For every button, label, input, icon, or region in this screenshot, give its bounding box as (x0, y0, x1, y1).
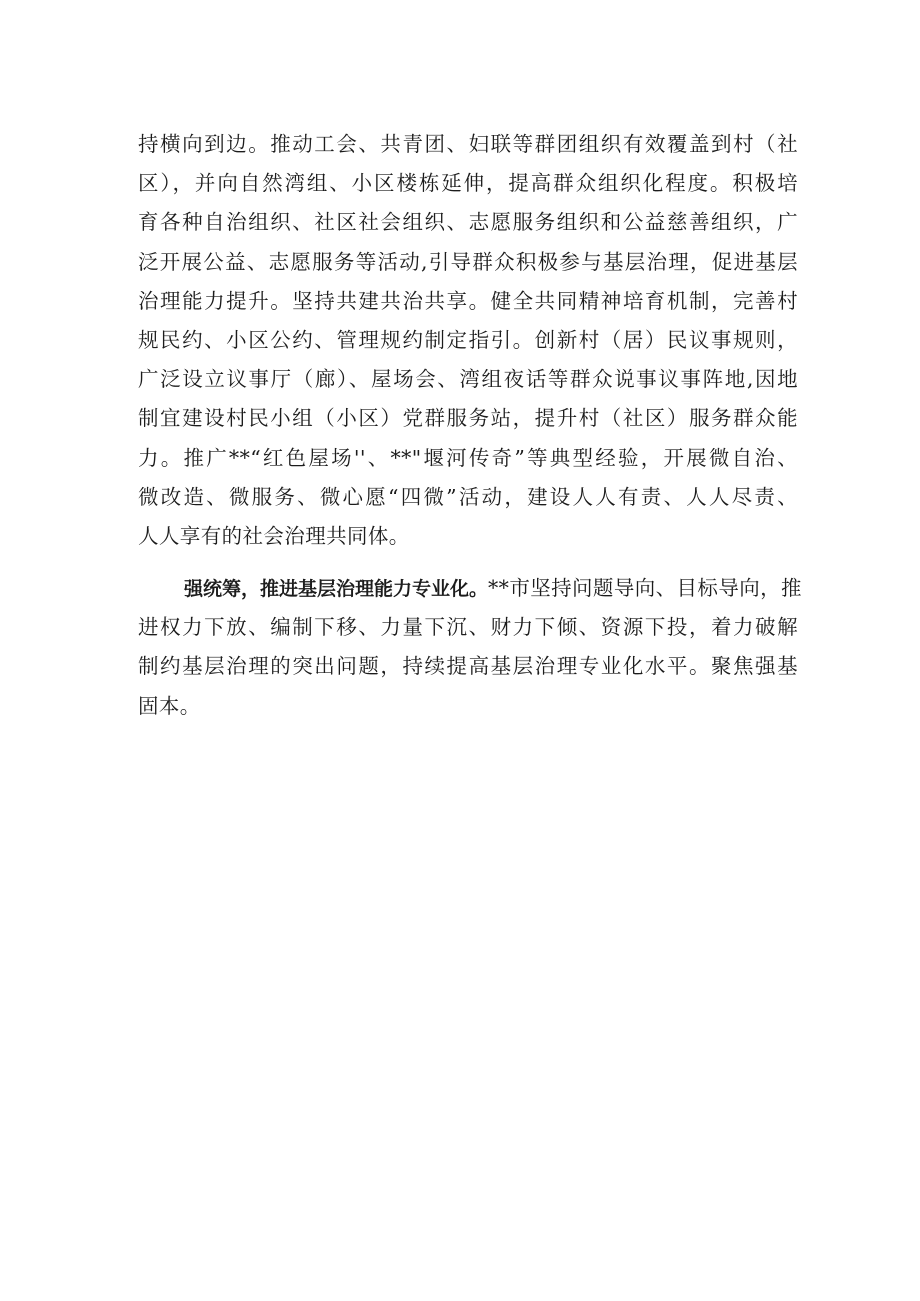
document-body (138, 125, 802, 726)
paragraph-line: 泛开展公益、志愿服务等活动,引导群众积极参与基层治理，促进基层 (138, 249, 798, 274)
paragraph-line: 微改造、微服务、微心愿“四微”活动，建设人人有责、人人尽责、 (138, 484, 798, 509)
paragraph-line-rest: **市坚持问题导向、目标导向，推 (488, 576, 802, 601)
paragraph-2 (138, 569, 802, 726)
paragraph-line: 规民约、小区公约、管理规约制定指引。创新村（居）民议事规则， (138, 327, 798, 352)
paragraph-line: 制宜建设村民小组（小区）党群服务站，提升村（社区）服务群众能 (138, 406, 798, 431)
paragraph-line: 治理能力提升。坚持共建共治共享。健全共同精神培育机制，完善村 (138, 288, 798, 313)
paragraph-line: 广泛设立议事厅（廊）、屋场会、湾组夜话等群众说事议事阵地,因地 (138, 367, 798, 392)
paragraph-line: 区），并向自然湾组、小区楼栋延伸，提高群众组织化程度。积极培 (138, 171, 798, 196)
paragraph-first-line (138, 569, 802, 608)
paragraph-line: 育各种自治组织、社区社会组织、志愿服务组织和公益慈善组织，广 (138, 210, 798, 235)
paragraph-heading: 强统筹，推进基层治理能力专业化。 (184, 578, 489, 601)
paragraph-line: 制约基层治理的突出问题，持续提高基层治理专业化水平。聚焦强基 (138, 654, 798, 679)
paragraph-line: 力。推广**“红色屋场''、**"堰河传奇”等典型经验，开展微自治、 (138, 445, 798, 470)
paragraph-line: 持横向到边。推动工会、共青团、妇联等群团组织有效覆盖到村（社 (138, 132, 798, 156)
paragraph-line: 固本。 (138, 693, 201, 718)
paragraph-1 (138, 125, 798, 556)
paragraph-line: 进权力下放、编制下移、力量下沉、财力下倾、资源下投，着力破解 (138, 615, 798, 640)
paragraph-line: 人人享有的社会治理共同体。 (138, 523, 410, 548)
